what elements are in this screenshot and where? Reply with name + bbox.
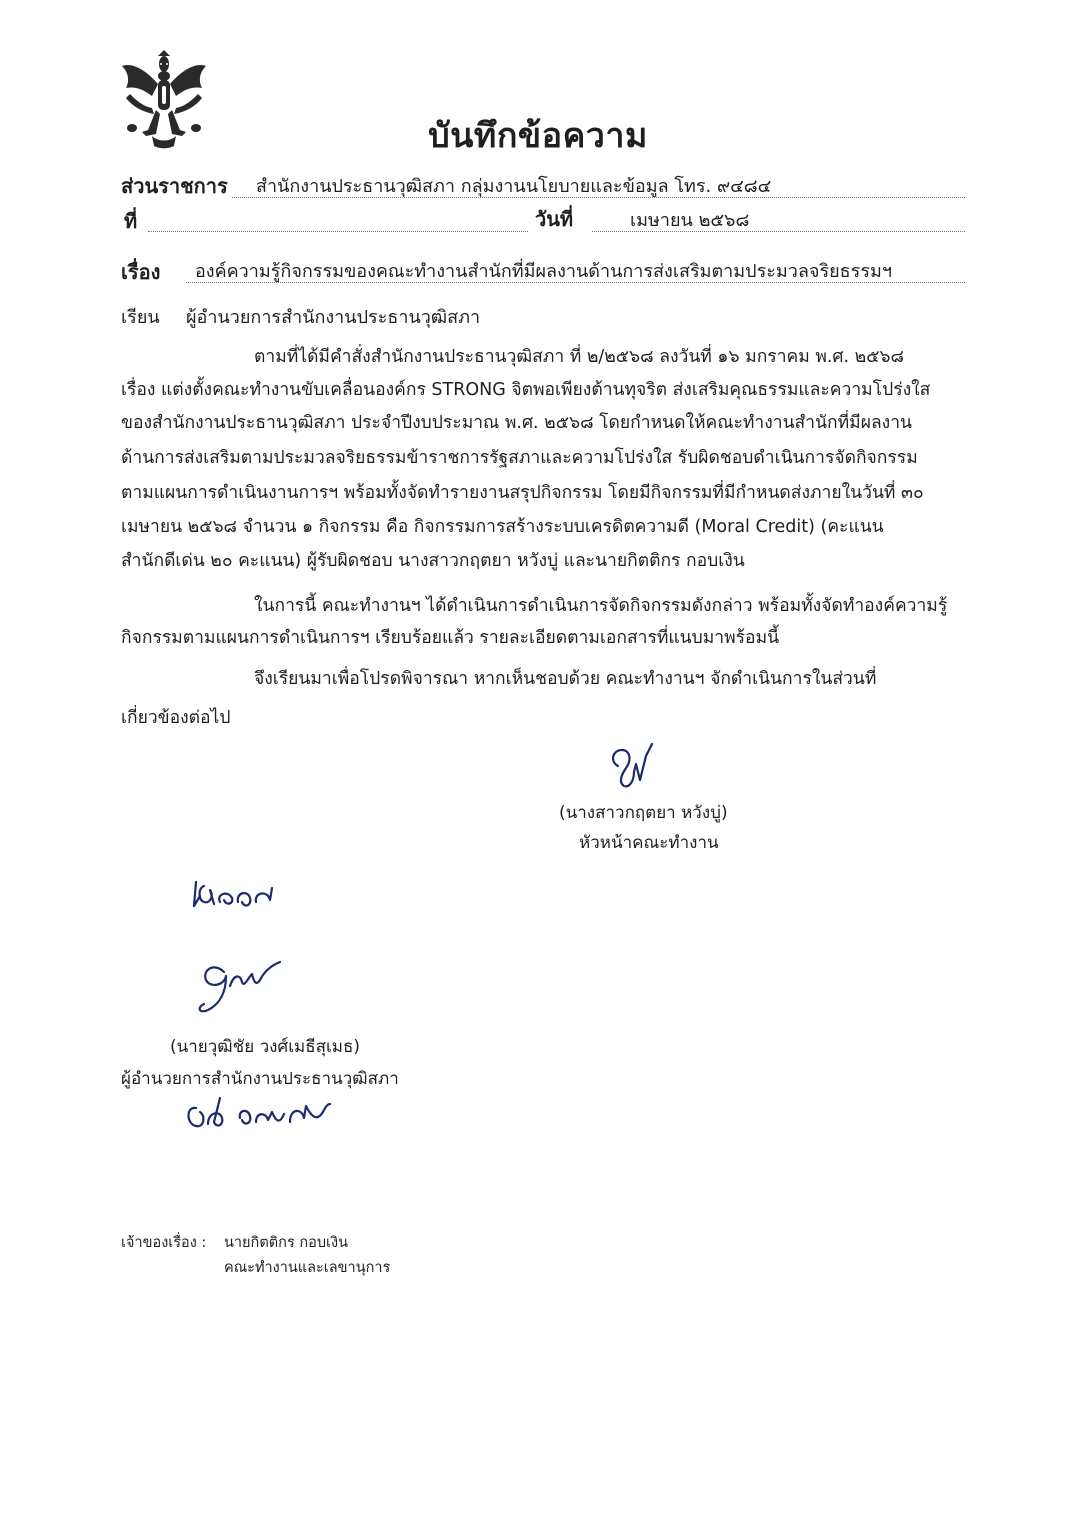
agency-label: ส่วนราชการ xyxy=(121,174,228,198)
owner-label: เจ้าของเรื่อง : xyxy=(121,1235,207,1251)
owner-unit: คณะทำงานและเลขานุการ xyxy=(224,1260,391,1276)
para3-line: เกี่ยวข้องต่อไป xyxy=(121,708,231,728)
signer1-title: หัวหน้าคณะทำงาน xyxy=(579,833,719,853)
date-dotted-line xyxy=(592,231,965,232)
para1-line: ตามแผนการดำเนินงานการฯ พร้อมทั้งจัดทำรายงานสรุปกิจกรรม โดยมีกิจกรรมที่มีกำหนดส่งภายในวันที่ ๓๐ xyxy=(121,483,924,503)
subject-label: เรื่อง xyxy=(121,260,161,284)
salutation-label: เรียน xyxy=(121,307,160,328)
signer1-name: (นางสาวกฤตยา หวังบู่) xyxy=(559,803,728,823)
signer2-title: ผู้อำนวยการสำนักงานประธานวุฒิสภา xyxy=(121,1069,399,1089)
handwritten-2-text: ๒๙ เมษายน xyxy=(260,1136,266,1137)
agency-dotted-line xyxy=(232,197,965,198)
para2-line: กิจกรรมตามแผนการดำเนินการฯ เรียบร้อยแล้ว รายละเอียดตามเอกสารที่แนบมาพร้อมนี้ xyxy=(121,628,780,648)
para1-line: ของสำนักงานประธานวุฒิสภา ประจำปีงบประมาณ พ.ศ. ๒๕๖๘ โดยกำหนดให้คณะทำงานสำนักที่มีผลงาน xyxy=(121,413,913,433)
subject-dotted-line xyxy=(186,282,965,283)
ref-label: ที่ xyxy=(124,209,138,233)
signer2-name: (นายวุฒิชัย วงศ์เมธีสุเมธ) xyxy=(170,1037,360,1057)
date-value: เมษายน ๒๕๖๘ xyxy=(630,210,750,231)
date-label: วันที่ xyxy=(535,207,574,231)
memo-title: บันทึกข้อความ xyxy=(428,116,648,156)
signature-1-icon xyxy=(600,736,670,792)
para1-line: เมษายน ๒๕๖๘ จำนวน ๑ กิจกรรม คือ กิจกรรมการสร้างระบบเครดิตความดี (Moral Credit) (คะแนน xyxy=(121,517,884,537)
para1-line: ตามที่ได้มีคำสั่งสำนักงานประธานวุฒิสภา ที่ ๒/๒๕๖๘ ลงวันที่ ๑๖ มกราคม พ.ศ. ๒๕๖๘ xyxy=(254,347,905,367)
subject-value: องค์ความรู้กิจกรรมของคณะทำงานสำนักที่มีผลงานด้านการส่งเสริมตามประมวลจริยธรรมฯ xyxy=(195,261,892,282)
para1-line: เรื่อง แต่งตั้งคณะทำงานขับเคลื่อนองค์กร STRONG จิตพอเพียงต้านทุจริต ส่งเสริมคุณธรรมและความโปร่งใส xyxy=(121,380,931,400)
handwritten-1-text: ทราบ xyxy=(234,916,237,917)
agency-value: สำนักงานประธานวุฒิสภา กลุ่มงานนโยบายและข้อมูล โทร. ๙๔๘๔ xyxy=(256,176,772,197)
ref-dotted-line xyxy=(148,231,528,232)
para1-line: ด้านการส่งเสริมตามประมวลจริยธรรมข้าราชการรัฐสภาและความโปร่งใส รับผิดชอบดำเนินการจัดกิจกรรม xyxy=(121,448,918,468)
para1-line: สำนักดีเด่น ๒๐ คะแนน) ผู้รับผิดชอบ นางสาวกฤตยา หวังบู่ และนายกิตติกร กอบเงิน xyxy=(121,551,745,571)
signature-2-icon xyxy=(190,952,300,1016)
para2-line: ในการนี้ คณะทำงานฯ ได้ดำเนินการดำเนินการจัดกิจกรรมดังกล่าว พร้อมทั้งจัดทำองค์ความรู้ xyxy=(254,596,948,616)
handwritten-acknowledgement xyxy=(186,876,282,916)
handwritten-date xyxy=(180,1088,340,1138)
para3-line: จึงเรียนมาเพื่อโปรดพิจารณา หากเห็นชอบด้วย คณะทำงานฯ จักดำเนินการในส่วนที่ xyxy=(254,669,877,689)
salutation-value: ผู้อำนวยการสำนักงานประธานวุฒิสภา xyxy=(186,307,481,328)
owner-name: นายกิตติกร กอบเงิน xyxy=(224,1235,348,1251)
